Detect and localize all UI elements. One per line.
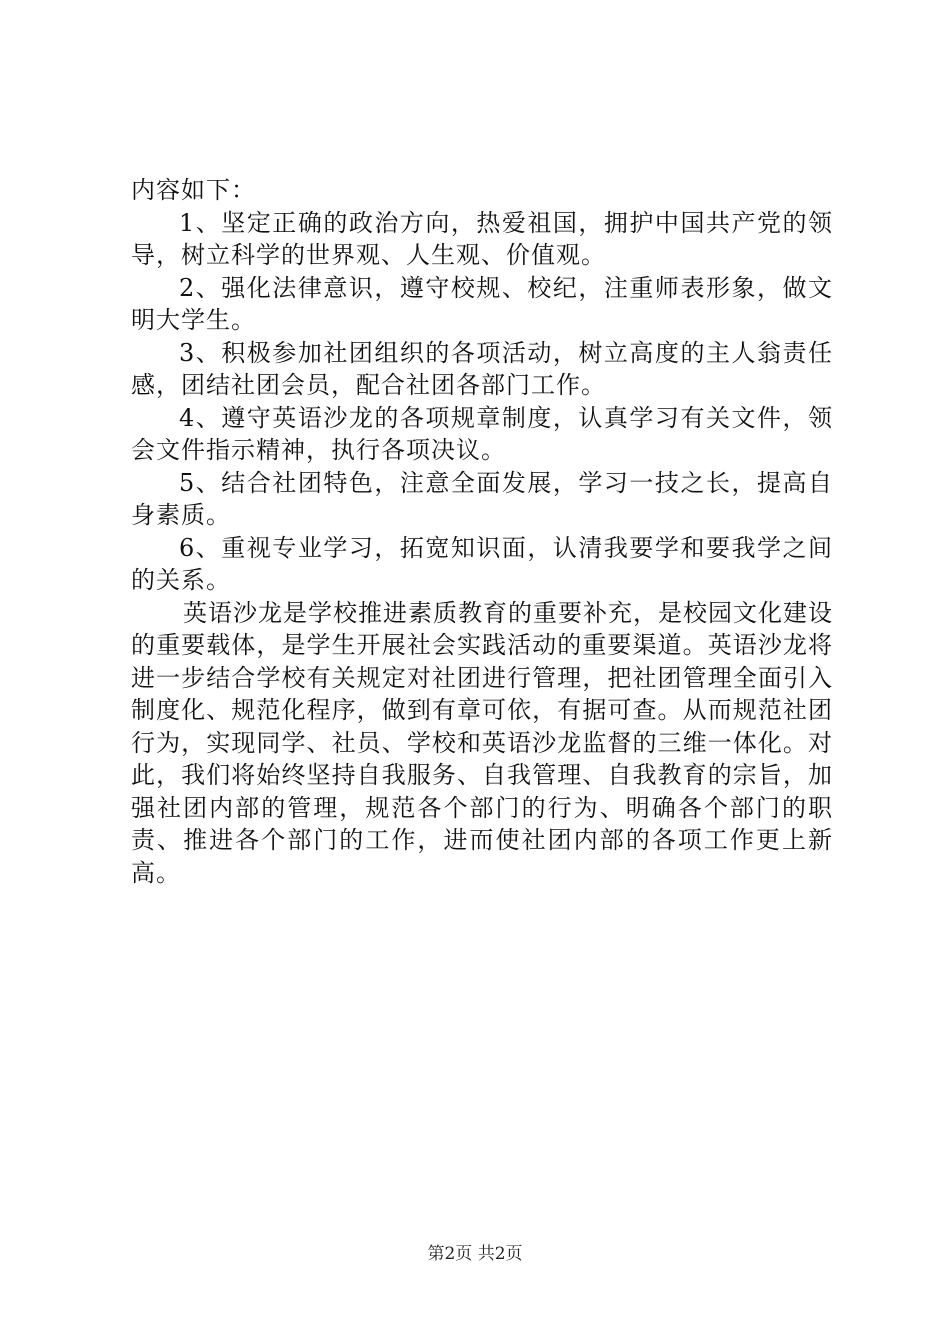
list-item-6: 6、重视专业学习，拓宽知识面，认清我要学和要我学之间的关系。 bbox=[131, 533, 833, 594]
document-body bbox=[131, 174, 833, 889]
list-item-3: 3、积极参加社团组织的各项活动，树立高度的主人翁责任感，团结社团会员，配合社团各部门工作。 bbox=[131, 338, 833, 399]
list-item-5: 5、结合社团特色，注意全面发展，学习一技之长，提高自身素质。 bbox=[131, 468, 833, 529]
page-number-label: 第2页 共2页 bbox=[427, 1244, 523, 1264]
page-footer bbox=[0, 1243, 950, 1265]
intro-line: 内容如下： bbox=[131, 176, 256, 204]
closing-paragraph: 英语沙龙是学校推进素质教育的重要补充，是校园文化建设的重要载体，是学生开展社会实践活动的重要渠道。英语沙龙将进一步结合学校有关规定对社团进行管理，把社团管理全面引入制度化、规范化程序，做到有章可依，有据可查。从而规范社团行为，实现同学、社员、学校和英语沙龙监督的三维一体化。对此，我们将始终坚持自我服务、自我管理、自我教育的宗旨，加强社团内部的管理，规范各个部门的行为、明确各个部门的职责、推进各个部门的工作，进而使社团内部的各项工作更上新高。 bbox=[131, 598, 833, 887]
list-item-2: 2、强化法律意识，遵守校规、校纪，注重师表形象，做文明大学生。 bbox=[131, 273, 833, 334]
list-item-1: 1、坚定正确的政治方向，热爱祖国，拥护中国共产党的领导，树立科学的世界观、人生观、价值观。 bbox=[131, 208, 833, 269]
list-item-4: 4、遵守英语沙龙的各项规章制度，认真学习有关文件，领会文件指示精神，执行各项决议。 bbox=[131, 403, 833, 464]
